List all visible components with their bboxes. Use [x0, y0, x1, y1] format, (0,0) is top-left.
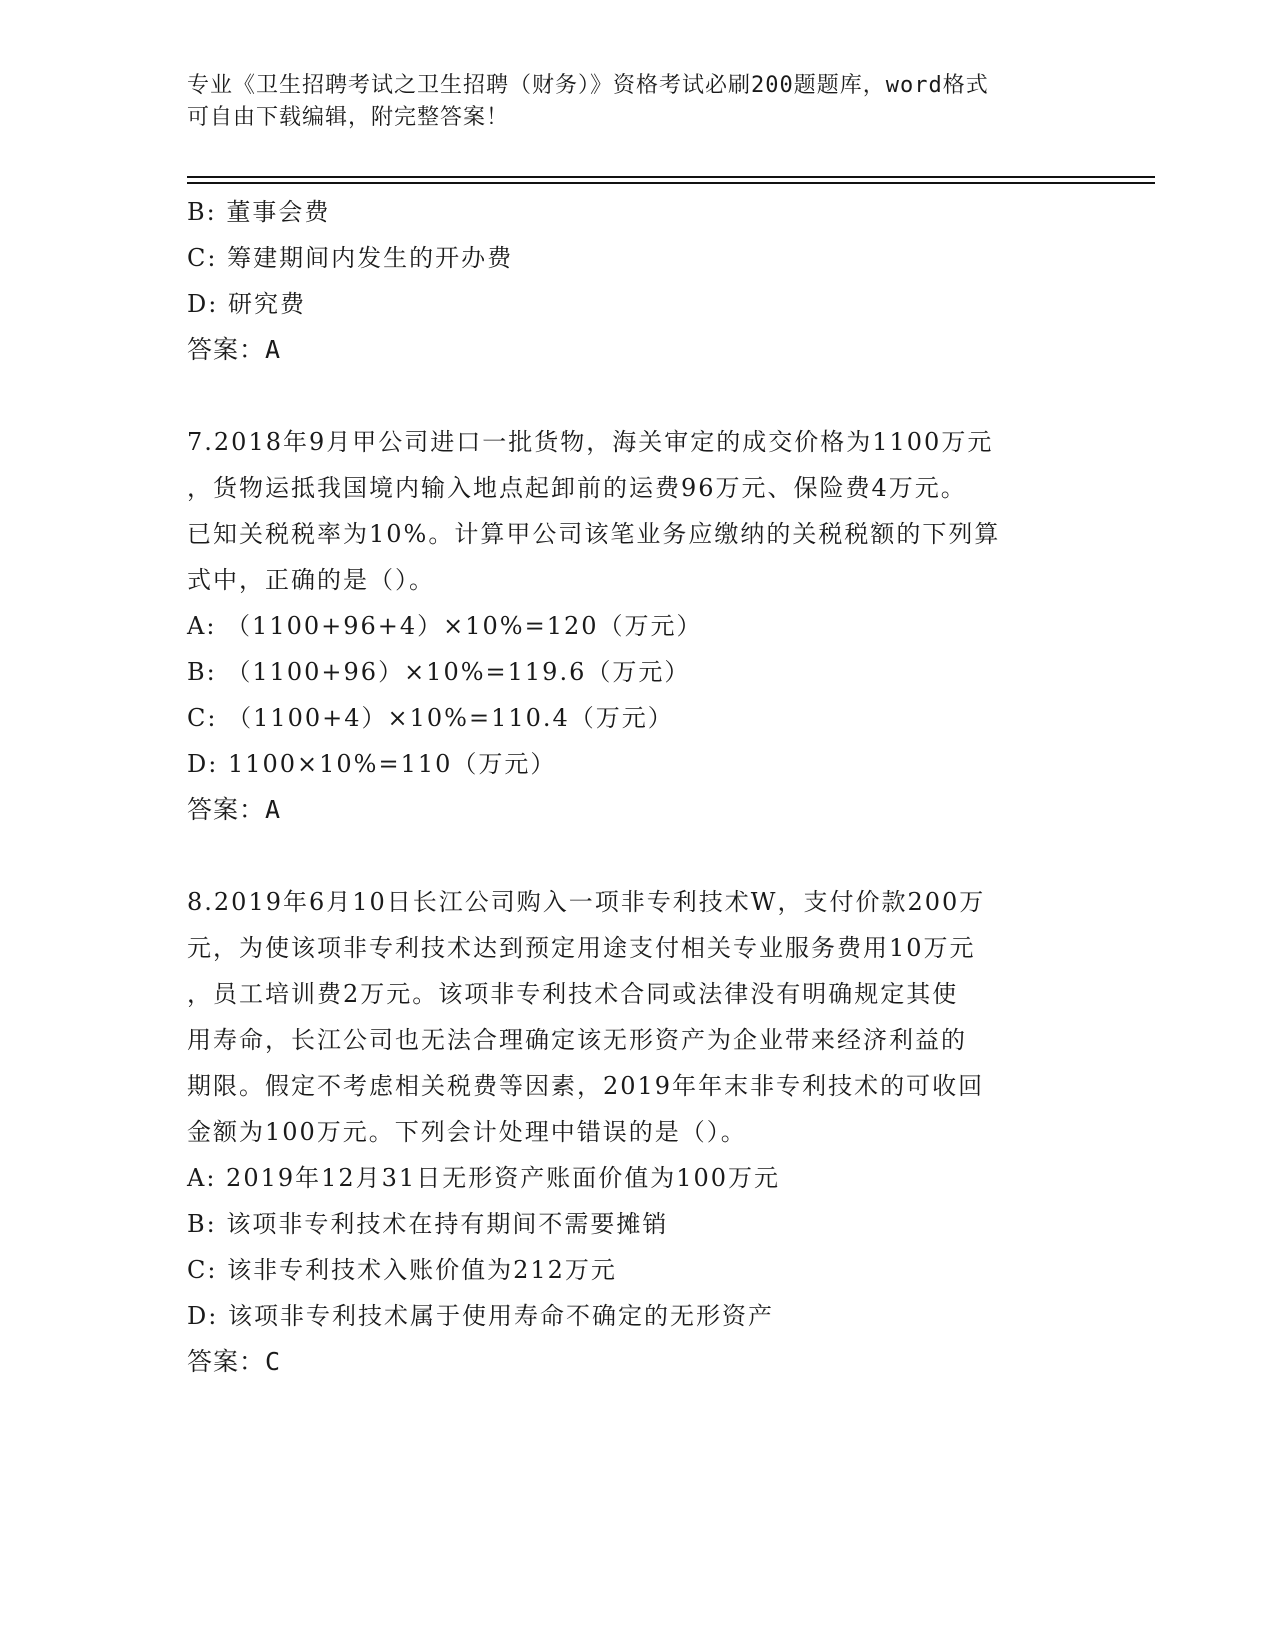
answer-value: C	[265, 1347, 282, 1376]
question-8	[187, 879, 1087, 1385]
option-c: C: 该非专利技术入账价值为212万元	[187, 1256, 617, 1284]
spacer	[187, 833, 1087, 879]
answer-label: 答案：	[187, 795, 266, 824]
option-d: D: 该项非专利技术属于使用寿命不确定的无形资产	[187, 1302, 774, 1330]
option-b: B: 董事会费	[187, 198, 331, 226]
question-stem-line: 8.2019年6月10日长江公司购入一项非专利技术W，支付价款200万	[187, 888, 986, 916]
header-line-1: 专业《卫生招聘考试之卫生招聘（财务）》资格考试必刷200题题库，word格式	[187, 73, 989, 98]
header-divider-bottom	[187, 182, 1155, 184]
question-stem-line: 期限。假定不考虑相关税费等因素，2019年年末非专利技术的可收回	[187, 1072, 985, 1100]
answer-line	[187, 787, 1087, 833]
header-divider-top	[187, 176, 1155, 178]
question-stem-line: ，员工培训费2万元。该项非专利技术合同或法律没有明确规定其使	[187, 980, 959, 1008]
answer-label: 答案：	[187, 1347, 266, 1376]
question-6-continued	[187, 189, 1087, 373]
question-stem-line: 式中，正确的是（）。	[187, 566, 435, 594]
option-a: A: 2019年12月31日无形资产账面价值为100万元	[187, 1164, 781, 1192]
option-b: B: （1100+96）×10%=119.6（万元）	[187, 658, 691, 686]
answer-label: 答案：	[187, 335, 266, 364]
answer-line	[187, 327, 1087, 373]
option-b: B: 该项非专利技术在持有期间不需要摊销	[187, 1210, 669, 1238]
question-7	[187, 419, 1087, 833]
question-stem-line: 已知关税税率为10%。计算甲公司该笔业务应缴纳的关税税额的下列算	[187, 520, 1001, 548]
document-body	[187, 189, 1087, 1385]
answer-line	[187, 1339, 1087, 1385]
option-c: C: 筹建期间内发生的开办费	[187, 244, 514, 272]
answer-value: A	[265, 795, 282, 824]
question-stem-line: 用寿命，长江公司也无法合理确定该无形资产为企业带来经济利益的	[187, 1026, 967, 1054]
question-stem-line: 元，为使该项非专利技术达到预定用途支付相关专业服务费用10万元	[187, 934, 976, 962]
question-stem-line: ，货物运抵我国境内输入地点起卸前的运费96万元、保险费4万元。	[187, 474, 967, 502]
spacer	[187, 373, 1087, 419]
option-d: D: 研究费	[187, 290, 306, 318]
page-header	[187, 70, 1087, 134]
option-c: C: （1100+4）×10%=110.4（万元）	[187, 704, 674, 732]
header-line-2: 可自由下载编辑，附完整答案！	[187, 105, 510, 130]
answer-value: A	[265, 335, 282, 364]
option-a: A: （1100+96+4）×10%=120（万元）	[187, 612, 703, 640]
question-stem-line: 金额为100万元。下列会计处理中错误的是（）。	[187, 1118, 747, 1146]
question-stem-line: 7.2018年9月甲公司进口一批货物，海关审定的成交价格为1100万元	[187, 428, 994, 456]
option-d: D: 1100×10%=110（万元）	[187, 750, 557, 778]
